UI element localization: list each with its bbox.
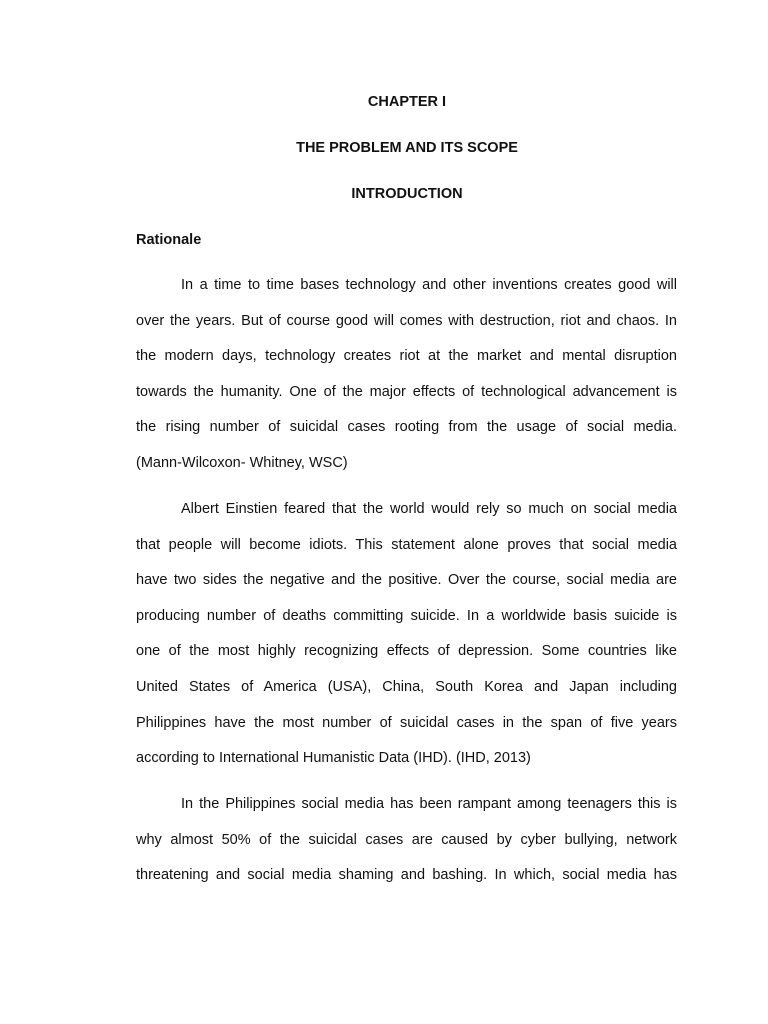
paragraph-line: one of the most highly recognizing effects of depression. Some countries like (136, 643, 677, 660)
paragraph-line: that people will become idiots. This statement alone proves that social media (136, 536, 677, 553)
paragraph-line: over the years. But of course good will comes with destruction, riot and chaos. In (136, 312, 677, 329)
paragraph-line: why almost 50% of the suicidal cases are caused by cyber bullying, network (136, 831, 677, 848)
chapter-heading: CHAPTER I (367, 94, 447, 110)
section-title-rationale: Rationale (136, 232, 202, 248)
paragraph-line: Albert Einstien feared that the world would rely so much on social media (181, 501, 677, 517)
paragraph-1 (136, 268, 677, 482)
paragraph-line: towards the humanity. One of the major effects of technological advancement is (136, 383, 677, 400)
problem-heading: THE PROBLEM AND ITS SCOPE (296, 140, 518, 156)
paragraph-line: In a time to time bases technology and other inventions creates good will (181, 277, 677, 293)
paragraph-line: United States of America (USA), China, South Korea and Japan including (136, 678, 677, 695)
paragraph-3 (136, 787, 677, 894)
paragraph-line: In the Philippines social media has been rampant among teenagers this is (181, 796, 677, 812)
paragraph-line: producing number of deaths committing suicide. In a worldwide basis suicide is (136, 607, 677, 624)
paragraph-line: Philippines have the most number of suicidal cases in the span of five years (136, 714, 677, 731)
paragraph-line: the modern days, technology creates riot at the market and mental disruption (136, 348, 677, 365)
paragraph-2 (136, 492, 677, 777)
paragraph-line: the rising number of suicidal cases rooting from the usage of social media. (136, 419, 677, 436)
paragraph-line: threatening and social media shaming and bashing. In which, social media has (136, 867, 677, 884)
paragraph-line: (Mann-Wilcoxon- Whitney, WSC) (136, 454, 348, 471)
paragraph-line: according to International Humanistic Data (IHD). (IHD, 2013) (136, 750, 531, 767)
introduction-heading: INTRODUCTION (351, 186, 463, 202)
paragraph-line: have two sides the negative and the positive. Over the course, social media are (136, 572, 677, 589)
